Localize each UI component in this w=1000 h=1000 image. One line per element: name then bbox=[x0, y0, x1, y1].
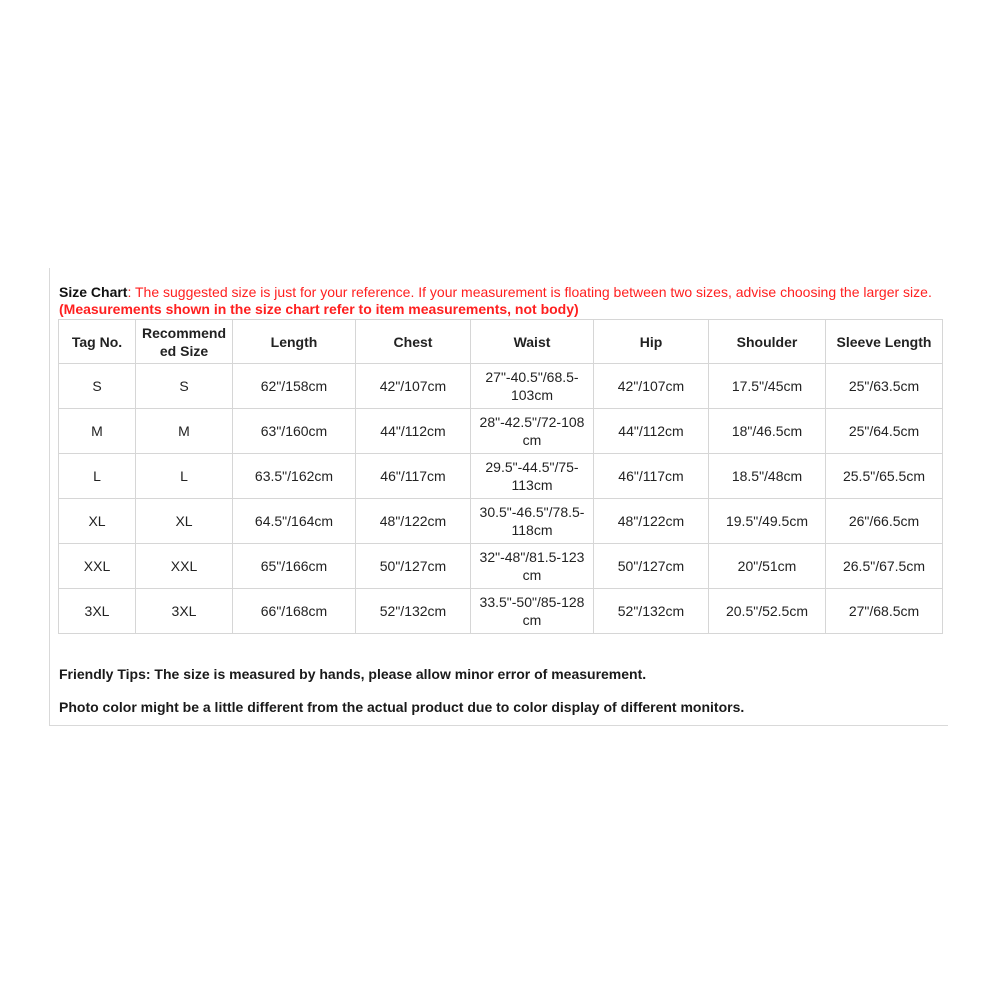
size-table bbox=[58, 319, 943, 634]
cell-shoulder: 17.5"/45cm bbox=[709, 364, 826, 409]
cell-shoulder: 19.5"/49.5cm bbox=[709, 499, 826, 544]
cell-tag-no: 3XL bbox=[59, 589, 136, 634]
cell-hip: 46"/117cm bbox=[594, 454, 709, 499]
cell-chest: 52"/132cm bbox=[356, 589, 471, 634]
cell-length: 64.5"/164cm bbox=[233, 499, 356, 544]
cell-recommended-size: S bbox=[136, 364, 233, 409]
header-sleeve-length: Sleeve Length bbox=[826, 320, 943, 364]
size-chart-intro bbox=[59, 284, 939, 318]
cell-chest: 46"/117cm bbox=[356, 454, 471, 499]
cell-length: 65"/166cm bbox=[233, 544, 356, 589]
cell-waist: 27"-40.5"/68.5-103cm bbox=[471, 364, 594, 409]
size-chart-note: (Measurements shown in the size chart refer to item measurements, not body) bbox=[59, 301, 579, 317]
table-row bbox=[59, 409, 943, 454]
cell-waist: 33.5"-50"/85-128 cm bbox=[471, 589, 594, 634]
cell-shoulder: 18.5"/48cm bbox=[709, 454, 826, 499]
cell-waist: 28"-42.5"/72-108 cm bbox=[471, 409, 594, 454]
cell-shoulder: 18"/46.5cm bbox=[709, 409, 826, 454]
cell-tag-no: XXL bbox=[59, 544, 136, 589]
cell-length: 63.5"/162cm bbox=[233, 454, 356, 499]
table-row bbox=[59, 589, 943, 634]
cell-hip: 44"/112cm bbox=[594, 409, 709, 454]
header-hip: Hip bbox=[594, 320, 709, 364]
size-chart-advice: : The suggested size is just for your reference. If your measurement is floating between two sizes, advise choosing the larger size. bbox=[127, 284, 932, 300]
cell-chest: 48"/122cm bbox=[356, 499, 471, 544]
cell-tag-no: L bbox=[59, 454, 136, 499]
header-shoulder: Shoulder bbox=[709, 320, 826, 364]
table-row bbox=[59, 499, 943, 544]
header-tag-no: Tag No. bbox=[59, 320, 136, 364]
table-row bbox=[59, 454, 943, 499]
table-row bbox=[59, 544, 943, 589]
cell-tag-no: M bbox=[59, 409, 136, 454]
cell-recommended-size: 3XL bbox=[136, 589, 233, 634]
cell-hip: 52"/132cm bbox=[594, 589, 709, 634]
cell-hip: 42"/107cm bbox=[594, 364, 709, 409]
cell-waist: 32"-48"/81.5-123 cm bbox=[471, 544, 594, 589]
cell-chest: 50"/127cm bbox=[356, 544, 471, 589]
cell-hip: 48"/122cm bbox=[594, 499, 709, 544]
cell-recommended-size: XL bbox=[136, 499, 233, 544]
cell-recommended-size: M bbox=[136, 409, 233, 454]
photo-color-note: Photo color might be a little different from the actual product due to color display of different monitors. bbox=[59, 699, 745, 715]
cell-tag-no: S bbox=[59, 364, 136, 409]
cell-hip: 50"/127cm bbox=[594, 544, 709, 589]
table-header-row bbox=[59, 320, 943, 364]
cell-length: 66"/168cm bbox=[233, 589, 356, 634]
cell-sleeve-length: 25"/63.5cm bbox=[826, 364, 943, 409]
cell-sleeve-length: 27"/68.5cm bbox=[826, 589, 943, 634]
friendly-tips: Friendly Tips: The size is measured by hands, please allow minor error of measurement. bbox=[59, 666, 647, 682]
cell-chest: 44"/112cm bbox=[356, 409, 471, 454]
cell-chest: 42"/107cm bbox=[356, 364, 471, 409]
size-chart-label: Size Chart bbox=[59, 284, 128, 300]
cell-recommended-size: XXL bbox=[136, 544, 233, 589]
header-chest: Chest bbox=[356, 320, 471, 364]
cell-waist: 30.5"-46.5"/78.5-118cm bbox=[471, 499, 594, 544]
cell-sleeve-length: 25.5"/65.5cm bbox=[826, 454, 943, 499]
cell-sleeve-length: 26"/66.5cm bbox=[826, 499, 943, 544]
cell-sleeve-length: 26.5"/67.5cm bbox=[826, 544, 943, 589]
header-waist: Waist bbox=[471, 320, 594, 364]
header-recommended-size: Recommend ed Size bbox=[136, 320, 233, 364]
cell-waist: 29.5"-44.5"/75-113cm bbox=[471, 454, 594, 499]
table-row bbox=[59, 364, 943, 409]
cell-sleeve-length: 25"/64.5cm bbox=[826, 409, 943, 454]
cell-shoulder: 20.5"/52.5cm bbox=[709, 589, 826, 634]
cell-length: 62"/158cm bbox=[233, 364, 356, 409]
size-chart-panel bbox=[49, 268, 948, 726]
cell-length: 63"/160cm bbox=[233, 409, 356, 454]
cell-recommended-size: L bbox=[136, 454, 233, 499]
cell-shoulder: 20"/51cm bbox=[709, 544, 826, 589]
header-length: Length bbox=[233, 320, 356, 364]
cell-tag-no: XL bbox=[59, 499, 136, 544]
